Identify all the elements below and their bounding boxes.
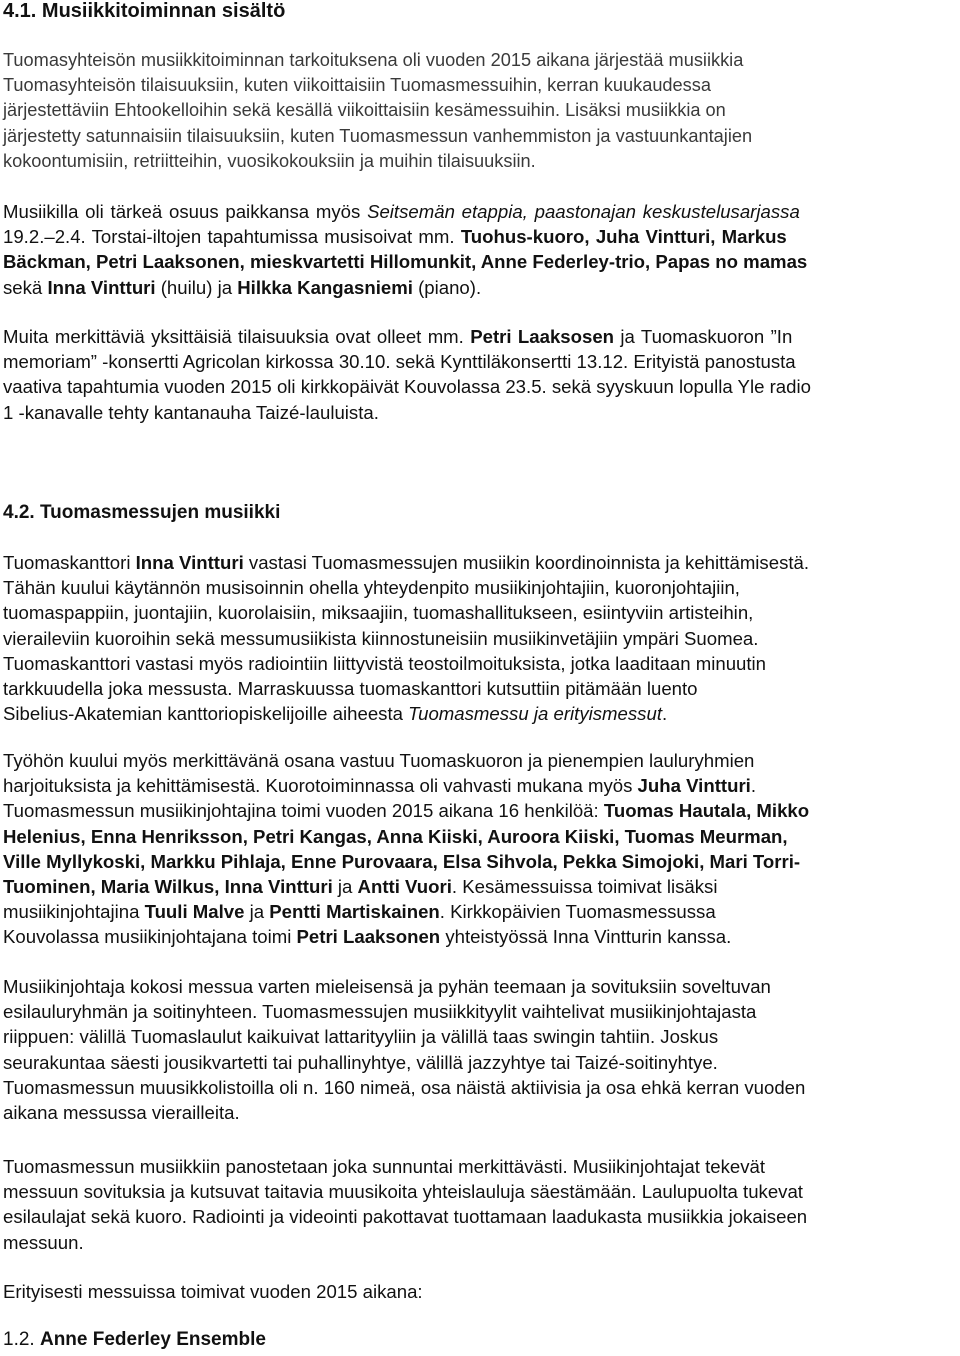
subheading-title: Anne Federley Ensemble: [39, 1329, 266, 1350]
text-line: [3, 701, 809, 726]
text-line: [3, 324, 811, 349]
text-line: Tuomasmessun muusikkolistoilla oli n. 160 nimeä, osa näistä aktiivisia ja osa ehkä kerran vuoden: [3, 1076, 806, 1098]
text-span: (huilu) ja: [155, 276, 238, 298]
text-line: järjestetty satunnaisiin tilaisuuksiin, kuten Tuomasmessun vanhemmiston ja vastuunkantajien: [3, 125, 753, 146]
text-span: 19.2.–2.4. Torstai-iltojen tapahtumissa musisoivat mm.: [3, 226, 461, 248]
text-span-bold: Ville Myllykoski, Markku Pihlaja, Enne Purovaara, Elsa Sihvola, Pekka Simojoki, Mari Torri-: [3, 850, 801, 872]
text-span-bold: Inna Vintturi: [47, 276, 156, 298]
text-span: Muita merkittäviä yksittäisiä tilaisuuksia ovat olleet mm.: [3, 326, 471, 347]
text-line: Musiikinjohtaja kokosi messua varten mieleisensä ja pyhän teemaan ja sovituksiin soveltuvan: [3, 976, 771, 997]
text-span: (piano).: [412, 276, 482, 298]
text-span-bold: Helenius, Enna Henriksson, Petri Kangas, Anna Kiiski, Auroora Kiiski, Tuomas Meurman,: [3, 825, 788, 847]
text-span-bold: Tuuli Malve: [144, 901, 245, 923]
text-span: Tuomasmessun musiikinjohtajina toimi vuoden 2015 aikana 16 henkilöä:: [3, 800, 604, 822]
text-line: Tuomasmessun musiikkiin panostetaan joka sunnuntai merkittävästi. Musiikinjohtajat tekevät: [3, 1156, 766, 1177]
text-span-italic: Seitsemän etappia, paastonajan keskustelusarjassa: [367, 201, 800, 222]
text-line: [3, 824, 809, 849]
text-line: järjestettäviin Ehtookelloihin sekä kesällä viikoittaisiin kesämessuihin. Lisäksi musiikkia on: [3, 100, 726, 121]
text-line: [3, 249, 807, 274]
text-line: messuun.: [3, 1231, 84, 1253]
text-line: [3, 224, 807, 249]
text-line: tarkkuudella joka messusta. Marraskuussa tuomaskanttori kutsuttiin pitämään luento: [3, 678, 698, 700]
text-line: [3, 899, 809, 924]
text-line: [3, 550, 809, 575]
text-line: Työhön kuului myös merkittävänä osana vastuu Tuomaskuoron ja pienempien lauluryhmien: [3, 750, 755, 771]
text-span: . Kesämessuissa toimivat lisäksi: [451, 876, 718, 898]
text-span-bold: Tuominen, Maria Wilkus, Inna Vintturi: [3, 876, 333, 898]
text-span-bold: Juha Vintturi: [637, 775, 751, 797]
subheading-number: 1.2.: [3, 1329, 40, 1350]
text-line: vaativa tapahtumia vuoden 2015 oli kirkkopäivät Kouvolassa 23.5. sekä syyskuun lopulla Yle radio: [3, 376, 811, 398]
paragraph-4-1-muita: [3, 324, 811, 425]
text-line: vieraileviin kuoroihin sekä messumusiikista kiinnostuneisiin musiikinvetäjiin ympäri Suomea.: [3, 627, 759, 649]
text-line: Tuomaskanttori vastasi myös radiointiin liittyvistä teostoilmoituksista, jotka laaditaan minuutin: [3, 652, 767, 674]
text-span: musiikinjohtajina: [3, 901, 145, 923]
text-line: [3, 773, 809, 798]
text-span: Kouvolassa musiikinjohtajana toimi: [3, 926, 297, 948]
text-span-bold: Petri Laaksosen: [470, 326, 615, 347]
text-span-bold: Tuohus-kuoro, Juha Vintturi, Markus: [460, 226, 787, 248]
paragraph-4-2-panostetaan: [3, 1154, 807, 1255]
text-span-italic: Tuomasmessu ja erityismessut: [408, 703, 662, 725]
text-line: Tuomasyhteisön musiikkitoiminnan tarkoituksena oli vuoden 2015 aikana järjestää musiikkia: [3, 50, 744, 70]
text-span-bold: Tuomas Hautala, Mikko: [603, 800, 810, 822]
paragraph-4-2-musiikinjohtaja: [3, 974, 805, 1125]
text-line: esilauluryhmän ja soitinyhteen. Tuomasmessujen musiikkityylit vaihtelivat musiikinjohtajasta: [3, 1001, 757, 1023]
text-line: seurakuntaa säesti jousikvartetti tai puhallinyhtye, välillä jazzyhtye tai Taizé-soitinyhtye.: [3, 1051, 718, 1073]
text-line: Tuomasyhteisön tilaisuuksiin, kuten viikoittaisiin Tuomasmessuihin, kerran kuukaudessa: [3, 75, 711, 96]
paragraph-4-1-seitseman: [3, 199, 807, 300]
section-heading-4-1: 4.1. Musiikkitoiminnan sisältö: [3, 0, 286, 22]
text-line: riippuen: välillä Tuomaslaulut kaikuivat lattarityyliin ja välillä taas swingin tahtiin. Joskus: [3, 1026, 719, 1048]
text-span: Musiikilla oli tärkeä osuus paikkansa myös: [3, 201, 368, 222]
text-span-bold: Pentti Martiskainen: [269, 901, 440, 923]
paragraph-4-1-intro: [3, 48, 752, 174]
text-line: kokoontumisiin, retriitteihin, vuosikokouksiin ja muihin tilaisuuksiin.: [3, 150, 536, 171]
text-line: 1 -kanavalle tehty kantanauha Taizé-lauluista.: [3, 401, 379, 423]
text-line: aikana messussa vierailleita.: [3, 1102, 240, 1124]
text-line: [3, 924, 809, 949]
text-line: memoriam” -konsertti Agricolan kirkossa 30.10. sekä Kynttiläkonsertti 13.12. Erityistä panostusta: [3, 351, 796, 373]
paragraph-4-2-erityisesti: [3, 1279, 423, 1304]
text-line: [3, 798, 809, 823]
text-line: Tähän kuului käytännön musisoinnin ohella yhteydenpito musiikinjohtajiin, kuoronjohtajiin,: [3, 577, 740, 599]
text-line: tuomaspappiin, juontajiin, kuorolaisiin, miksaajiin, tuomashallitukseen, esiintyviin artisteihin,: [3, 602, 754, 624]
text-span: sekä: [3, 276, 48, 298]
paragraph-4-2-tyohon: [3, 748, 809, 950]
paragraph-4-2-kanttori: [3, 550, 809, 726]
text-span: .: [661, 703, 668, 725]
text-line: messuun sovituksia ja kutsuvat taitavia muusikoita yhteislauluja säestämään. Laulupuolta tukevat: [3, 1181, 803, 1203]
text-span-bold: Antti Vuori: [357, 876, 452, 898]
text-line: [3, 1327, 266, 1352]
text-line: [3, 199, 807, 224]
text-span-bold: Inna Vintturi: [135, 552, 244, 573]
section-heading-4-2: 4.2. Tuomasmessujen musiikki: [3, 502, 281, 523]
text-span: .: [750, 775, 757, 797]
text-line: Erityisesti messuissa toimivat vuoden 2015 aikana:: [3, 1281, 423, 1302]
text-span-bold: Hilkka Kangasniemi: [237, 276, 413, 298]
text-line: [3, 849, 809, 874]
text-span: ja Tuomaskuoron ”In: [614, 326, 793, 347]
subheading-1-2: [3, 1327, 266, 1352]
text-line: esilaulajat sekä kuoro. Radiointi ja videointi pakottavat tuottamaan laadukasta musiikkia jokaiseen: [3, 1206, 808, 1228]
text-span: Tuomaskanttori: [3, 552, 136, 573]
text-span: Sibelius-Akatemian kanttoriopiskelijoille aiheesta: [3, 703, 409, 725]
text-span-bold: Bäckman, Petri Laaksonen, mieskvartetti Hillomunkit, Anne Federley-trio, Papas no mamas: [3, 251, 808, 273]
text-span: ja: [332, 876, 358, 898]
text-line: [3, 275, 807, 300]
text-span: harjoituksista ja kehittämisestä. Kuorotoiminnassa oli vahvasti mukana myös: [3, 775, 638, 797]
text-line: [3, 874, 809, 899]
text-span: yhteistyössä Inna Vintturin kanssa.: [440, 926, 732, 948]
text-span: vastasi Tuomasmessujen musiikin koordinoinnista ja kehittämisestä.: [243, 552, 810, 573]
text-span: . Kirkkopäivien Tuomasmessussa: [439, 901, 716, 923]
text-span-bold: Petri Laaksonen: [296, 926, 441, 948]
text-span: ja: [244, 901, 270, 923]
